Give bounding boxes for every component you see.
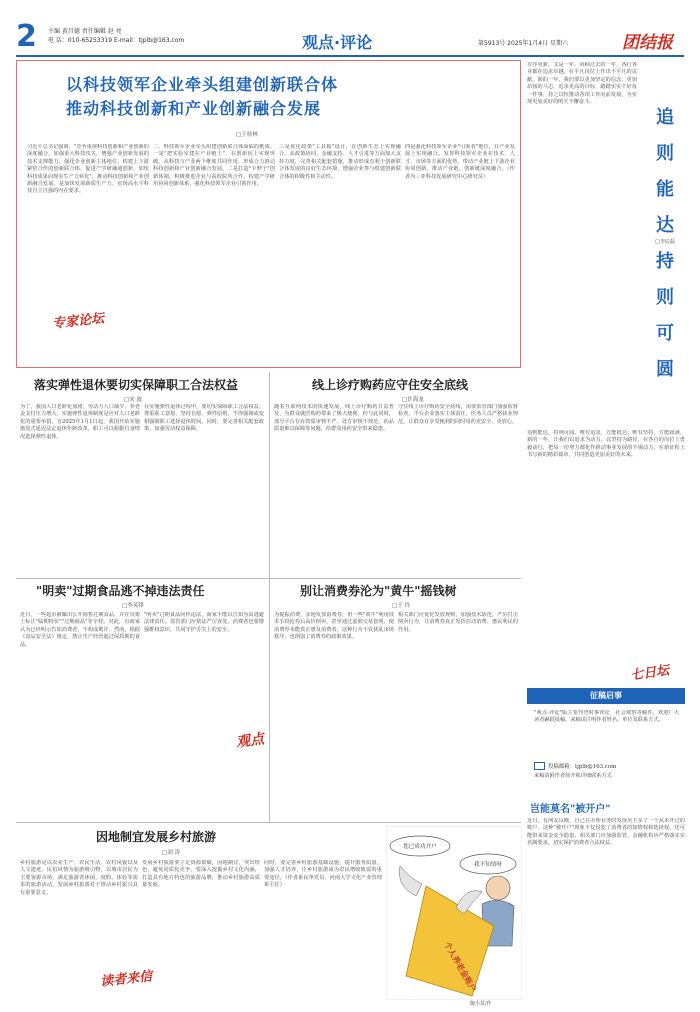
article-author: □王 玲 [392, 603, 410, 609]
article-column: 乡村旅游是以农业生产、农民生活、农村风貌以及人文遗迹、民俗风情为旅游吸引物，以城市居民为主要客源市场，满足旅游者休闲、度假、体验等需求的旅游活动。发展乡村旅游对于推动乡村振兴具有重要意义。 [20, 860, 138, 896]
viewpoint-tag: 观点 [235, 731, 266, 751]
lead-column-4: 四是强化科技领军企业"引领者"地位，在产业发展上实现融合。发挥科技领军企业在技术、人才、市场等方面的优势，带动产业链上下游企业协同创新，推动产业链、创新链深度融合。（作者为三亚科技发展研究中心研究员） [405, 144, 515, 180]
sidebar-author: □李辰磊 [655, 239, 675, 245]
envelope-icon [534, 762, 545, 770]
editors-line1: 主编 黄昌德 责任编辑 赵 亮 [48, 28, 122, 35]
article-title: 落实弹性退休要切实保障职工合法权益 [34, 378, 239, 392]
book-label: 个人养老金账户 [442, 940, 479, 994]
article-title: "明卖"过期食品逃不掉违法责任 [36, 584, 205, 598]
section-title: 观点·评论 [302, 33, 373, 52]
sidebar-article-title: 岂能莫名"被开户" [530, 804, 611, 815]
article-column: 发展乡村旅游要立足资源禀赋，因地制宜，突出特色，避免同质化竞争。要深入挖掘乡村文化内涵，打造具有地方特色的旅游品牌，推动乡村旅游高质量发展。 [142, 860, 260, 889]
issue-info: 第5913号 2025年1月4日 星期六 [478, 40, 568, 47]
sidebar-column-2: 追则能达，持则可圆。唯有追求，方能抵达；唯有坚持，方能圆满。新的一年，让我们以追求为动力，以坚持为路径，在各自的岗位上勇毅前行，把每一份努力都化作推动事业发展的不竭动力，在新征程上书写新的精彩篇章，共同创造更加美好的未来。 [527, 430, 685, 459]
sidebar-column-1: 岁序更新，又是一年。回顾过去的一年，各行各业都在追求卓越，在平凡岗位上作出不平凡的贡献。新的一年，我们要以更加坚定的信念、更加昂扬的斗志，追求更高的目标，踏踏实实干好每一件事，持之以恒推动各项工作向前发展，为实现更加美好的明天不懈奋斗。 [527, 62, 637, 106]
cartoon-credit: 陶小莫/作 [470, 1001, 492, 1007]
article-author: □宋 波 [124, 397, 142, 403]
article-column: 随着互联网技术的快速发展，线上诊疗购药日益普及，为群众就医购药带来了极大便利。但与此同时，部分平台存在资质审核不严、处方审核不规范、药品质量难以保障等问题，给群众用药安全带来隐患。 [274, 404, 394, 433]
person-head [486, 876, 510, 900]
row-divider [16, 822, 521, 823]
article-column: 在实施弹性退休过程中，要切实保障职工合法权益，尊重职工意愿，坚持自愿、弹性原则，不得强制或变相强制职工选择退休时间。同时，要完善相关配套政策，加强劳动权益保障。 [144, 404, 264, 433]
page-number: 2 [16, 19, 37, 54]
article-title: 别让消费券沦为"黄牛"摇钱树 [300, 584, 457, 598]
bubble-text-1: 您已成功开户 [403, 844, 437, 850]
sidebar-article-body: 近日，有网友反映，自己在办理业务时发现名下多了一个从未开过的账户。这种"被开户"现象不仅侵犯了消费者的知情权和选择权，还可能带来资金安全隐患。相关部门应加强监管，金融机构应严格落实实名制要求，切实保护消费者合法权益。 [527, 818, 685, 847]
article-author: □刘 涛 [162, 850, 180, 856]
reader-letter-tag: 读者来信 [99, 969, 153, 990]
expert-forum-tag: 专家论坛 [51, 311, 105, 332]
cartoon-illustration [386, 826, 522, 1000]
article-column: "明卖"过期食品同样违法，商家不能以告知为由逃避法律责任。监管部门应依法严厉查处，消费者也要增强维权意识，共同守护舌尖上的安全。 [144, 612, 264, 633]
submission-note: 来稿请附作者简介和详细联系方式 [534, 773, 612, 779]
article-column: 守住线上诊疗购药安全底线，需要监管部门加强监督检查，平台企业落实主体责任，医务人员严格执业规范，让群众在享受便利的同时用药更安全、更放心。 [398, 404, 518, 425]
editors-info [48, 27, 184, 45]
article-title: 因地制宜发展乡村旅游 [96, 830, 217, 844]
bubble-text-2: 我不知情呀 [474, 862, 502, 868]
article-column: 为了，我国人口老龄化加剧，劳动力人口减少，养老金支付压力增大。实施弹性退休制度是应对人口老龄化的重要举措。自2025年1月1日起，我国开始实施渐进式延迟法定退休年龄改革，职工可以根据自身情况选择弹性退休。 [20, 404, 140, 440]
lead-column-1: 习近平总书记强调，"竞争重视科技创新和产业创新的深度融合，加强重大科技攻关，增强产业创新发展的技术支撑能力。强化企业创新主体地位，构建上下游紧密合作的创新联合体，促进产学研融通创新，加快科技成果向现实生产力转化"。推动科技创新和产业创新融合发展，是加快发展新质生产力，实现高水平科技自立自强的内在要求。 [27, 144, 149, 195]
lead-title-line1: 以科技领军企业牵头组建创新联合体 [66, 75, 339, 94]
lead-title-line2: 推动科技创新和产业创新融合发展 [66, 99, 322, 118]
column-divider [269, 372, 270, 822]
editors-line2: 电 话：010-65253319 E-mail：tjplb@163.com [48, 37, 185, 44]
article-column: 近日，一些超市被曝出公开销售过期食品，并在货架上标注"临期特价""过期商品"等字样。对此，有商家认为已经明示告知消费者，不构成欺诈。然而，根据《食品安全法》规定，禁止生产经营超过保质期的食品。 [20, 612, 140, 648]
submission-email[interactable]: 投稿邮箱：tjplb@163.com [548, 764, 617, 770]
header-rule [16, 55, 684, 57]
notice-title: 征稿启事 [527, 688, 685, 704]
sidebar-title-text: 追则能达持则可 [656, 107, 674, 344]
lead-column-3: 三是优化政策"工具箱"设计，在创新生态上实现融合。从政策协同、金融支持、人才引进等方面加大支持力度，完善相关配套措施，推动形成有利于创新联合体发展的良好生态环境，增强企业参与组建创新联合体的积极性和主动性。 [279, 144, 401, 180]
article-column: 同时，要完善乡村旅游基础设施，提升服务质量，加强人才培养，让乡村旅游成为农民增收致富的重要途径。（作者系民革党员、河南大学文化产业管理系主任） [264, 860, 382, 889]
qiritan-tag: 七日坛 [629, 663, 671, 684]
newspaper-logo: 团结报 [622, 33, 673, 53]
article-column: 为提振消费，多地发放消费券，但一些"黄牛"利用技术手段抢券后高价倒卖，甚至通过虚假交易套现，使消费券未能真正惠及消费者。这种行为不仅扰乱市场秩序，也削弱了消费券的政策效果。 [274, 612, 394, 641]
notice-body: "观点·评论"版主要刊登时事评论、社会观察等稿件，欢迎广大读者踊跃投稿。来稿请注明作者姓名、单位及联系方式。 [534, 710, 679, 724]
article-column: 相关部门应优化发放规则，加强技术防范，严厉打击倒卖行为，让消费券真正发挥拉动消费、惠民利民的作用。 [398, 612, 518, 633]
lead-column-2: 二、科技领军企业牵头组建创新联合体面临的挑战。一是"把实验室建在产业链上"，在创新向上实现突破，从科技与产业两个维度共同作用，形成合力推动科技创新和产业创新融合发展。二是打造"卡脖子"创新体制，积极推进企业与高校院所合作，构建产学研用协同创新体系，强化科技领军企业引领作用。 [153, 144, 275, 188]
article-author: □李英锋 [122, 603, 144, 609]
article-title: 线上诊疗购药应守住安全底线 [312, 378, 469, 392]
article-author: □许海龙 [402, 397, 424, 403]
sidebar-title-last: 圆 [656, 359, 674, 380]
lead-author: □王桂林 [236, 132, 258, 138]
